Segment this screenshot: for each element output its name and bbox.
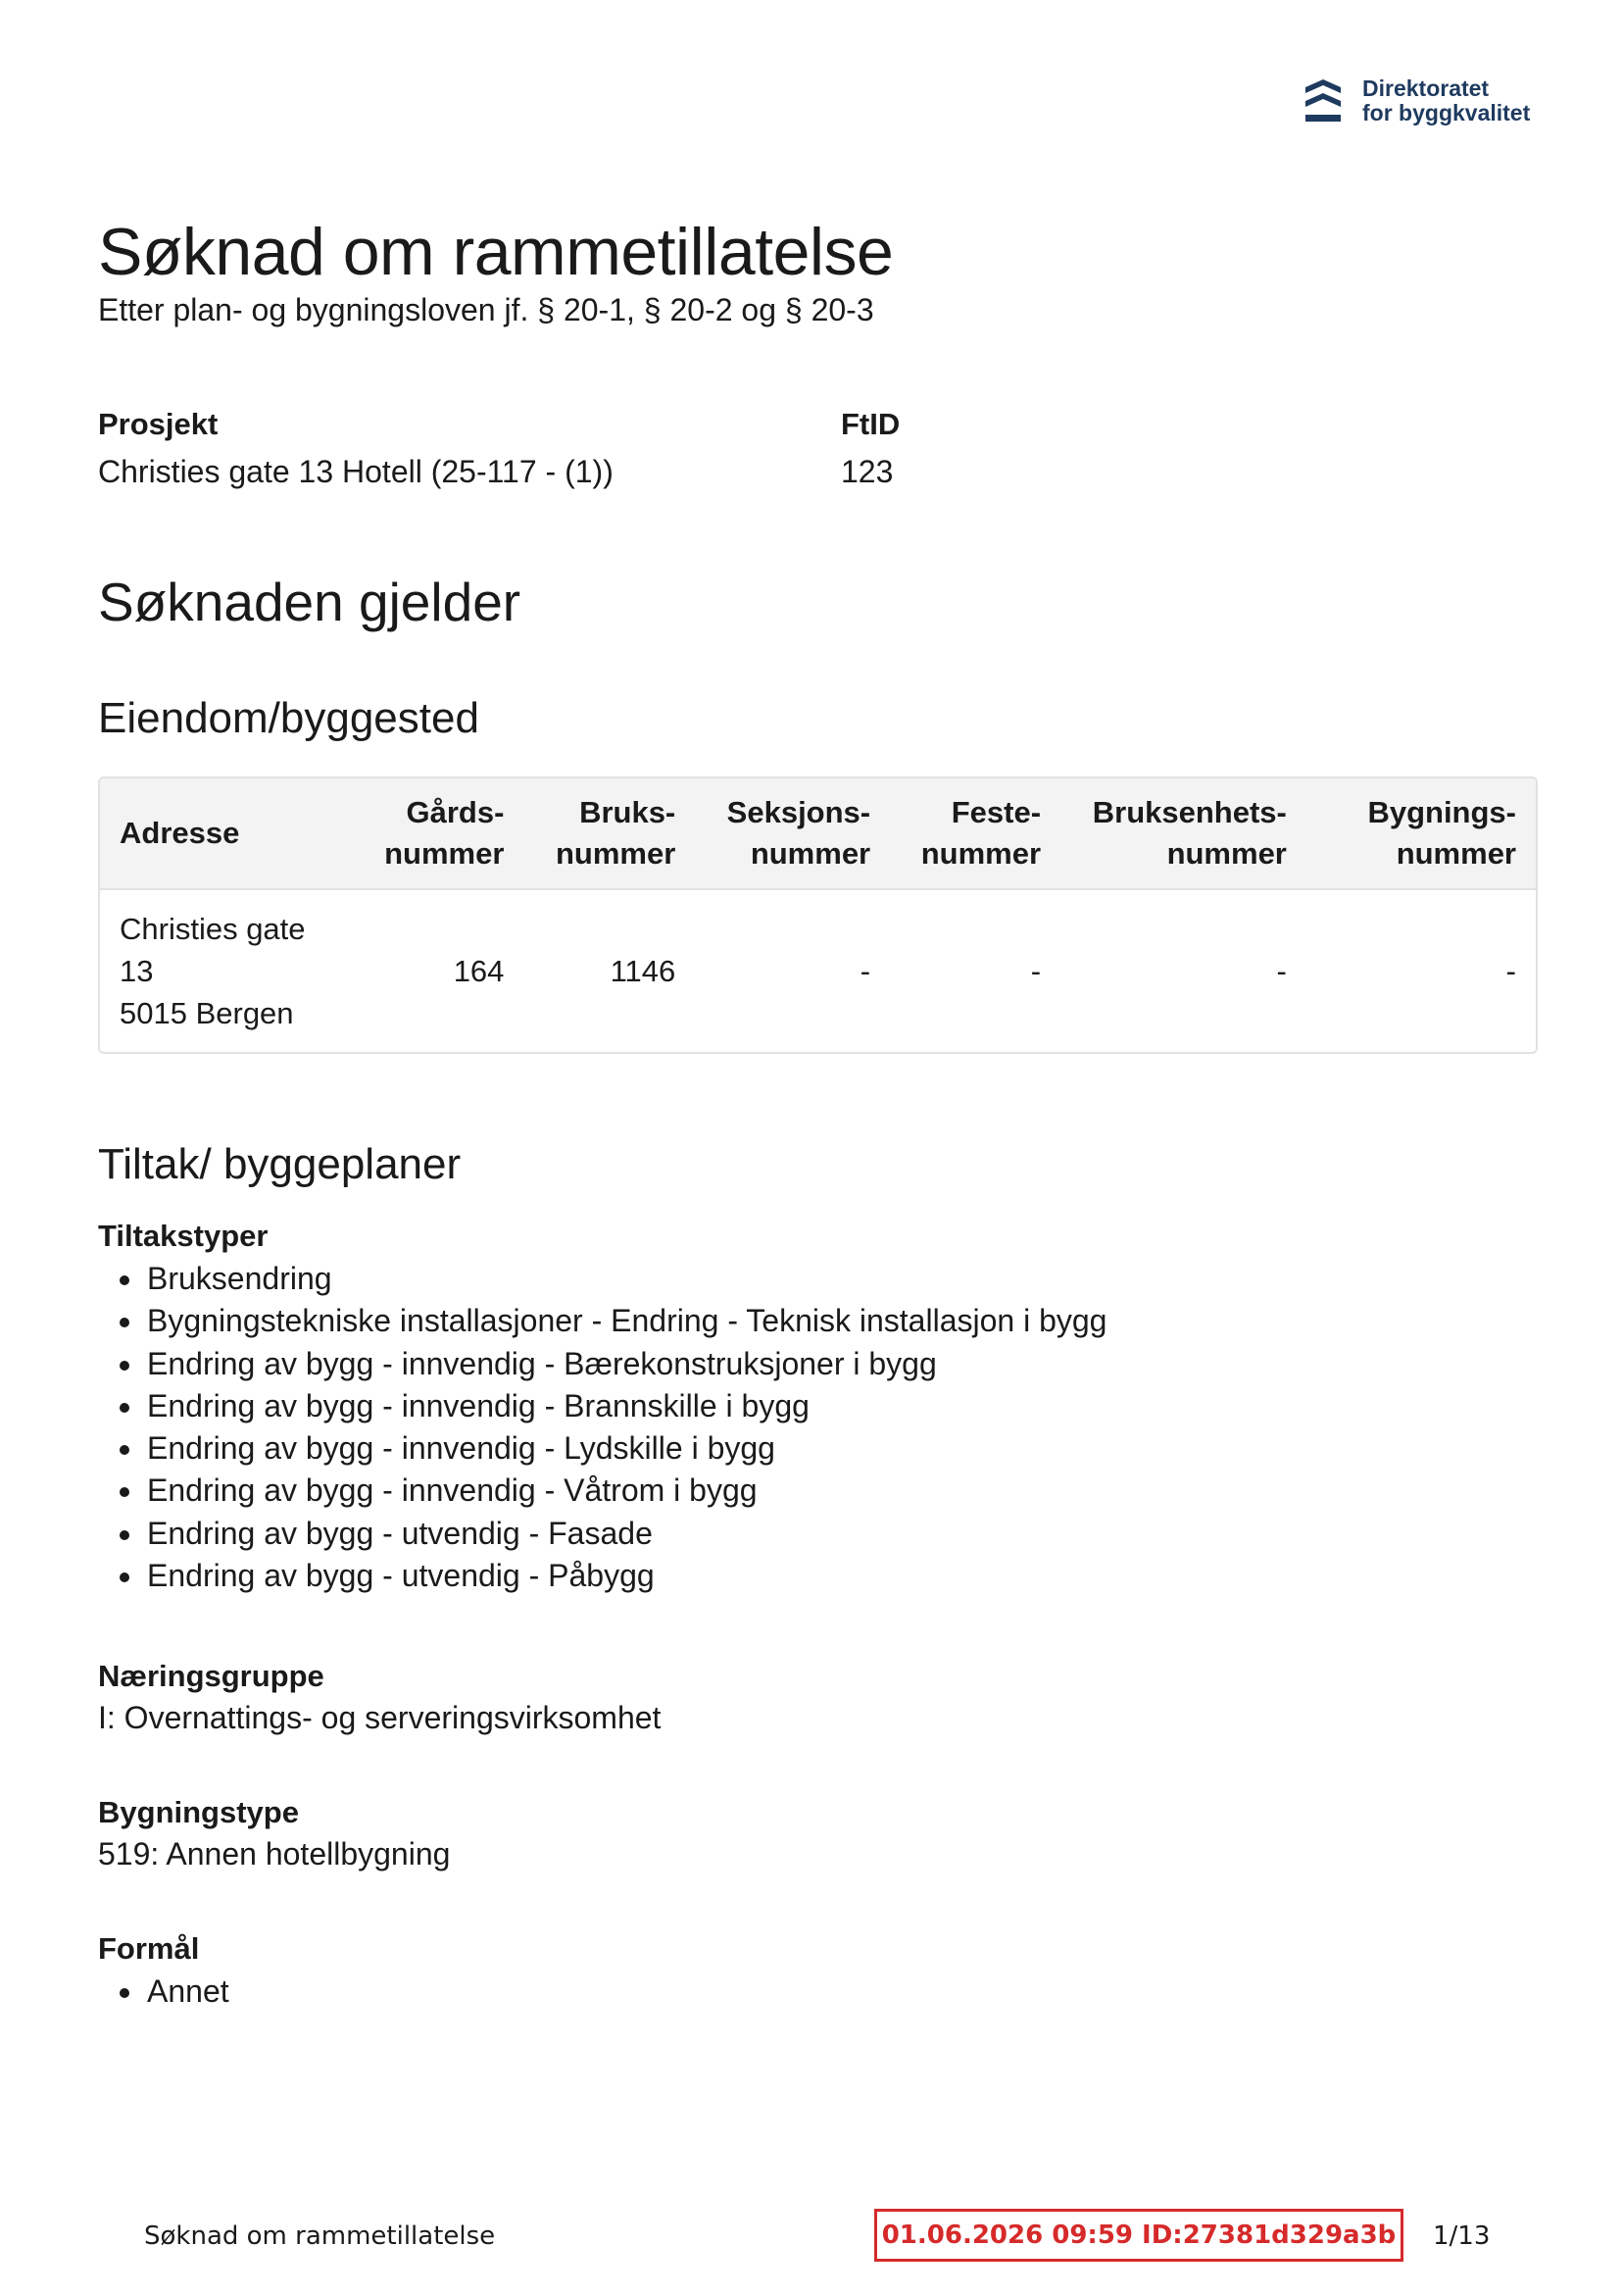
col-header-bruksenhetsnummer: Bruksenhets- nummer	[1092, 795, 1287, 871]
property-table	[98, 776, 1538, 1054]
formal-label: Formål	[98, 1931, 200, 1966]
tiltakstyper-block	[98, 1219, 1534, 1597]
list-item: • Annet	[145, 1971, 1534, 2013]
list-item: • Endring av bygg - innvendig - Brannskille i bygg	[145, 1385, 1534, 1427]
section-title: Søknaden gjelder	[98, 572, 521, 632]
col-header-gardsnummer: Gårds- nummer	[384, 795, 505, 871]
ftid-value: 123	[841, 454, 894, 489]
logo-line-1: Direktoratet	[1362, 75, 1490, 101]
bygningstype-value: 519: Annen hotellbygning	[98, 1836, 451, 1872]
logo-text	[1362, 76, 1530, 125]
list-item: • Endring av bygg - innvendig - Våtrom i bygg	[145, 1470, 1534, 1512]
list-item: • Endring av bygg - utvendig - Fasade	[145, 1513, 1534, 1555]
tiltak-heading: Tiltak/ byggeplaner	[98, 1140, 462, 1188]
cell-seksjonsnummer: -	[695, 889, 890, 1052]
ftid-label: FtID	[841, 407, 901, 441]
list-item: • Endring av bygg - innvendig - Bærekonstruksjoner i bygg	[145, 1343, 1534, 1385]
naeringsgruppe-value: I: Overnattings- og serveringsvirksomhet	[98, 1700, 662, 1735]
logo	[1303, 76, 1530, 125]
dibk-logo-icon	[1303, 77, 1343, 125]
col-header-bygningsnummer: Bygnings- nummer	[1367, 795, 1516, 871]
list-item: • Bygningstekniske installasjoner - Endring - Teknisk installasjon i bygg	[145, 1300, 1534, 1342]
col-header-seksjonsnummer: Seksjons- nummer	[726, 795, 871, 871]
cell-adresse: Christies gate 13 5015 Bergen	[100, 889, 365, 1052]
bygningstype-block	[98, 1795, 1534, 1872]
bygningstype-label: Bygningstype	[98, 1795, 299, 1829]
ftid-block	[841, 407, 900, 490]
cell-festenummer: -	[890, 889, 1060, 1052]
cell-bygningsnummer: -	[1306, 889, 1536, 1052]
list-item: • Bruksendring	[145, 1258, 1534, 1300]
project-label: Prosjekt	[98, 407, 219, 441]
formal-list	[98, 1971, 1534, 2013]
table-row	[100, 889, 1536, 1052]
col-header-bruksnummer: Bruks- nummer	[555, 795, 676, 871]
col-header-adresse: Adresse	[120, 816, 240, 850]
project-block	[98, 407, 614, 490]
cell-bruksnummer: 1146	[523, 889, 695, 1052]
col-header-festenummer: Feste- nummer	[920, 795, 1042, 871]
cell-gardsnummer: 164	[365, 889, 523, 1052]
naeringsgruppe-label: Næringsgruppe	[98, 1659, 324, 1693]
formal-block	[98, 1931, 1534, 2013]
page-footer	[0, 2209, 1623, 2268]
cell-bruksenhetsnummer: -	[1060, 889, 1306, 1052]
tiltakstyper-label: Tiltakstyper	[98, 1219, 269, 1253]
page-subtitle: Etter plan- og bygningsloven jf. § 20-1, § 20-2 og § 20-3	[98, 292, 874, 327]
list-item: • Endring av bygg - utvendig - Påbygg	[145, 1555, 1534, 1597]
naeringsgruppe-block	[98, 1659, 1534, 1736]
page-number: 1/13	[1433, 2221, 1491, 2251]
footer-title: Søknad om rammetillatelse	[144, 2221, 496, 2251]
property-heading: Eiendom/byggested	[98, 694, 479, 742]
tiltakstyper-list	[98, 1258, 1534, 1597]
footer-stamp: 01.06.2026 09:59 ID:27381d329a3b	[874, 2209, 1403, 2262]
list-item: • Endring av bygg - innvendig - Lydskille i bygg	[145, 1427, 1534, 1470]
logo-line-2: for byggkvalitet	[1362, 100, 1531, 125]
project-value: Christies gate 13 Hotell (25-117 - (1))	[98, 454, 614, 489]
page-title: Søknad om rammetillatelse	[98, 215, 894, 289]
table-header-row	[100, 778, 1536, 889]
